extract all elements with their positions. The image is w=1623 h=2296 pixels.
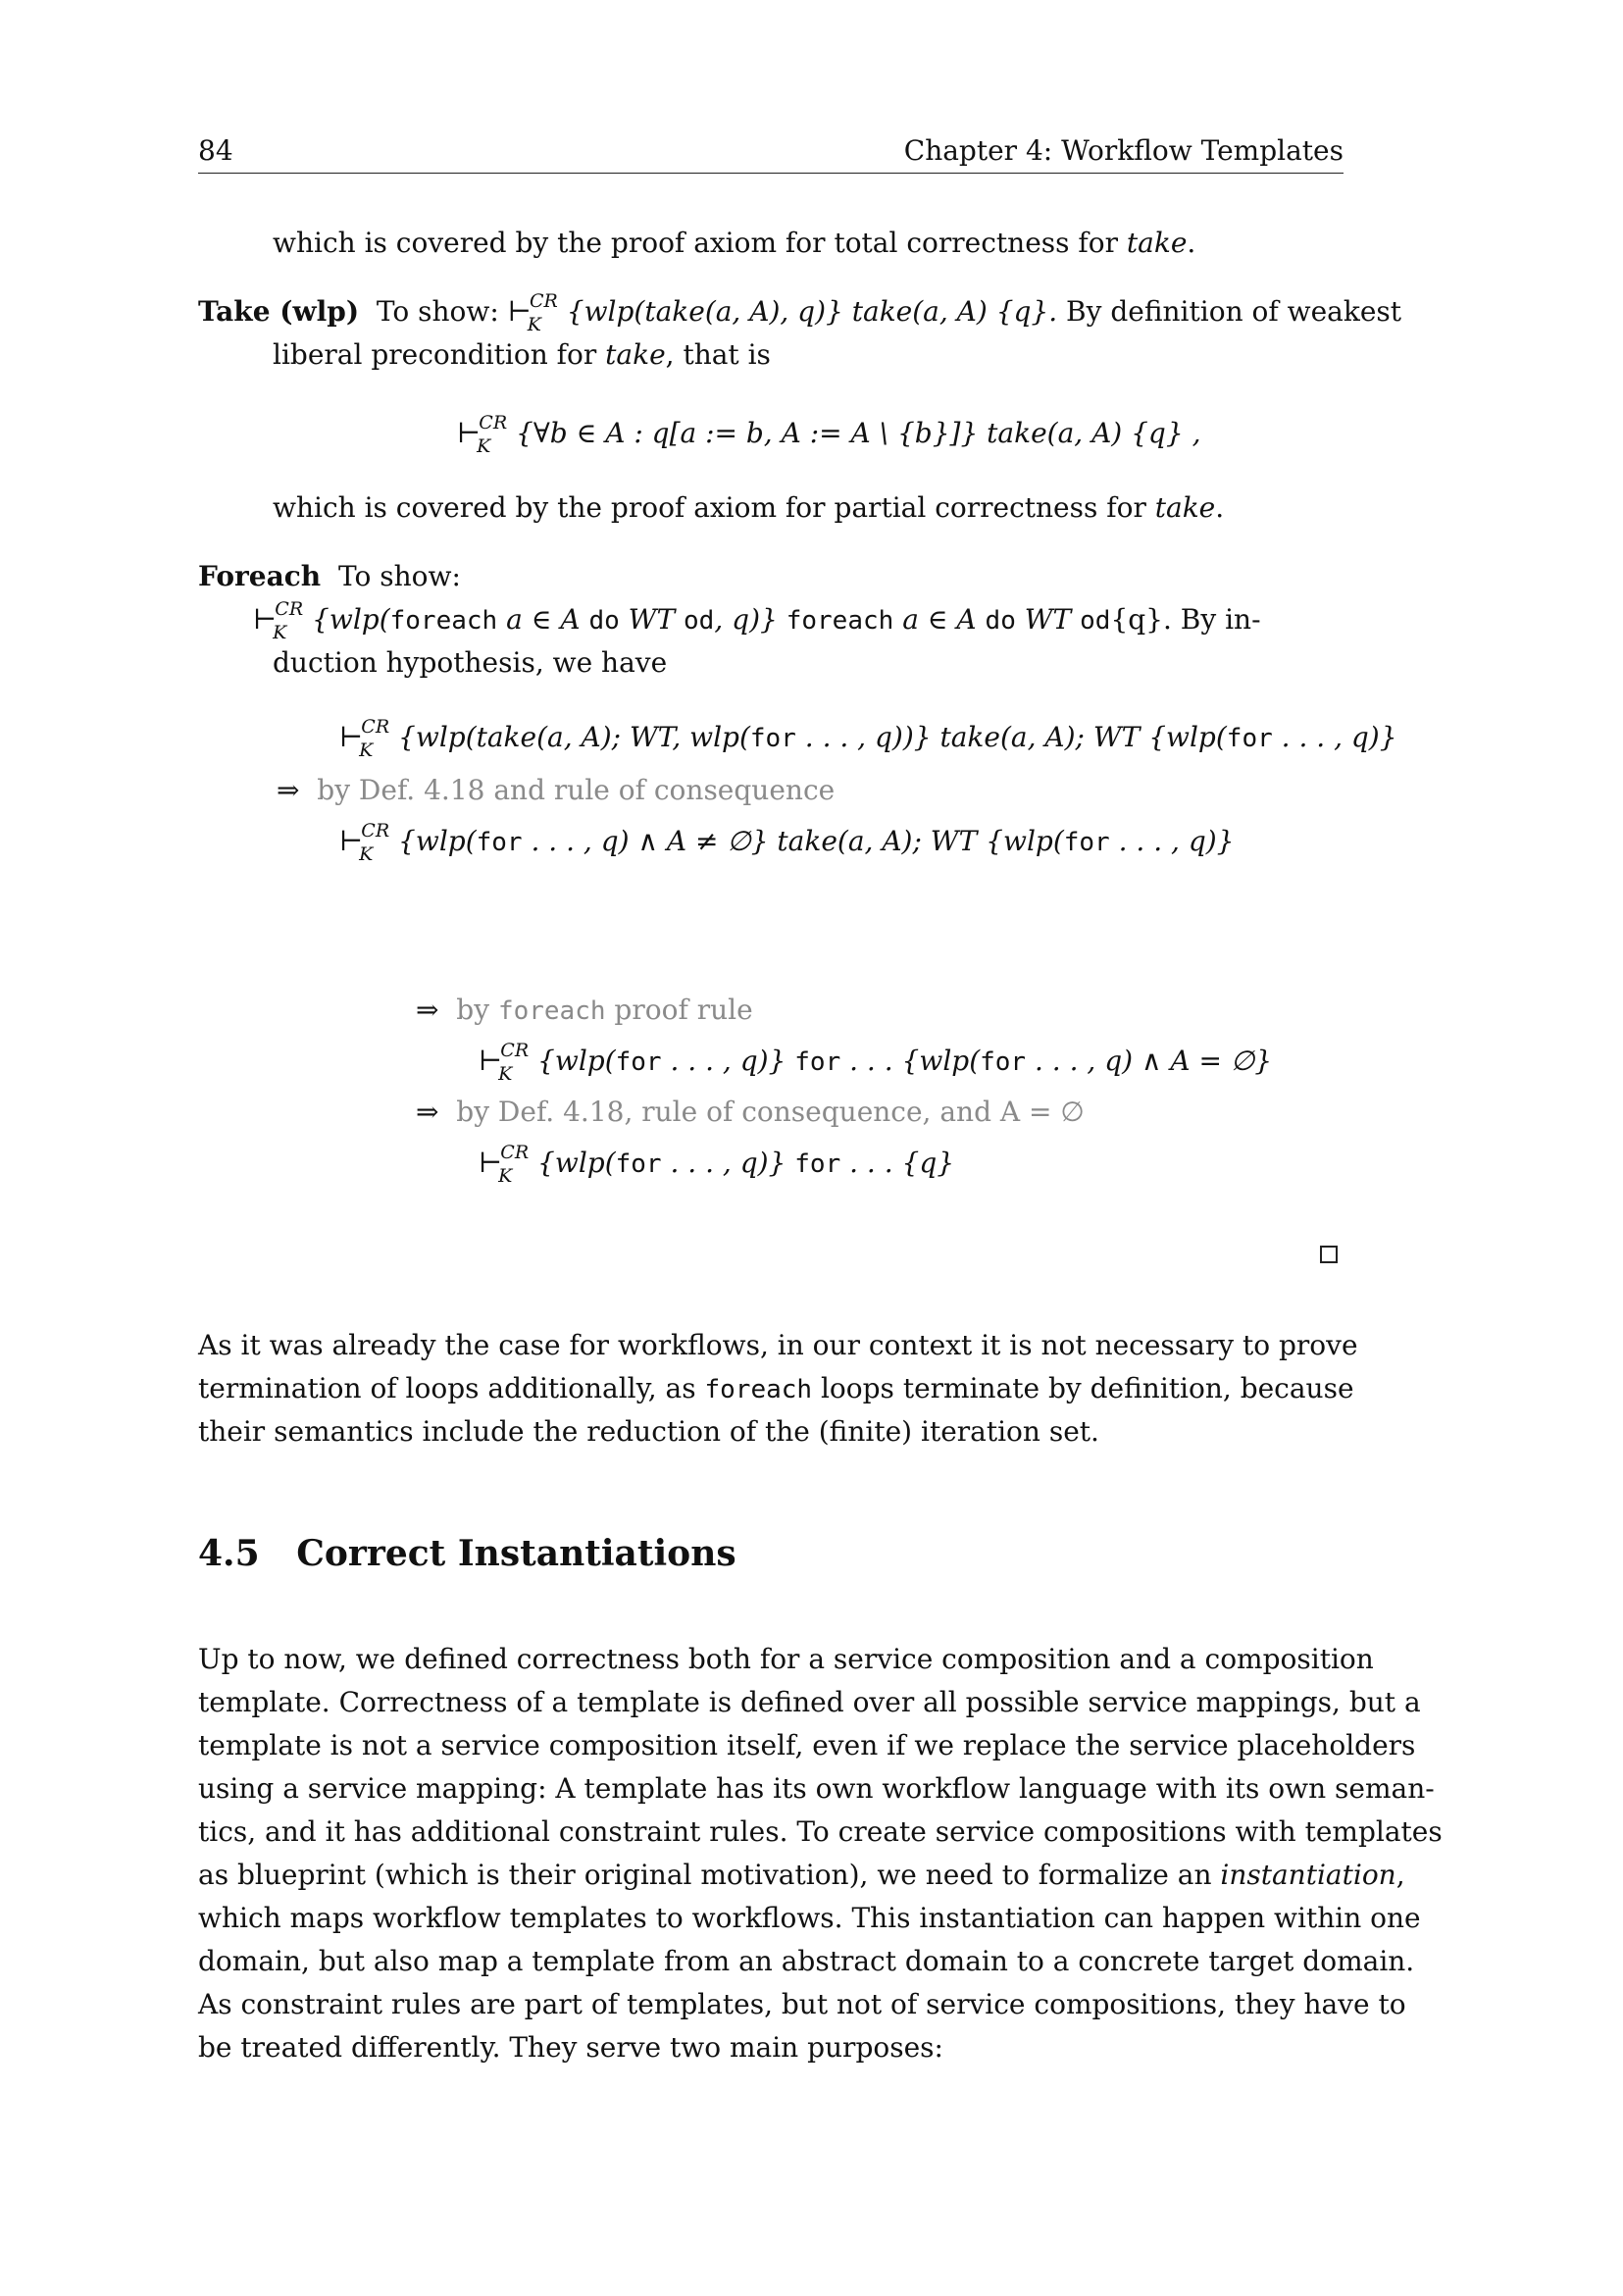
body-line-1: Up to now, we defined correctness both for a service composition and a composition: [198, 1643, 1374, 1675]
body-line-2: template. Correctness of a template is defined over all possible service mappings, but a: [198, 1686, 1421, 1718]
foreach-goal-line: $⊢_K^{CR}$ {wlp(foreach a ∈ A do WT od, q)} foreach a ∈ A do WT od{q}. By in-: [253, 598, 1261, 643]
take-wlp-after: which is covered by the proof axiom for partial correctness for take.: [273, 491, 1225, 524]
implies-arrow: ⇒: [277, 774, 300, 806]
page-number: 84: [198, 134, 233, 167]
termination-line-3: their semantics include the reduction of the (finite) iteration set.: [198, 1415, 1099, 1448]
derivation-2-line-1: $⊢_K^{CR}$ {wlp(for . . . , q)} for . . . {wlp(for . . . , q) ∧ A = ∅}: [479, 1040, 1273, 1085]
section-heading: [198, 1530, 736, 1577]
foreach-heading: Foreach To show:: [198, 560, 461, 592]
derivation-1-step: ⇒ by Def. 4.18 and rule of consequence: [277, 774, 836, 806]
termination-line-1: As it was already the case for workflows, in our context it is not necessary to prove: [198, 1329, 1358, 1361]
take-wlp-formula: $⊢_K^{CR}$ {∀b ∈ A : q[a := b, A := A \ {b}]} take(a, A) {q} ,: [457, 412, 1201, 457]
derivation-2-line-2: $⊢_K^{CR}$ {wlp(for . . . , q)} for . . . {q}: [479, 1142, 955, 1187]
take-wlp-label: Take (wlp): [198, 295, 360, 328]
derivation-1-result: $⊢_K^{CR}$ {wlp(for . . . , q) ∧ A ≠ ∅} take(a, A); WT {wlp(for . . . , q)}: [339, 820, 1235, 865]
derivation-2-step-1: ⇒ by foreach proof rule: [416, 994, 753, 1026]
body-line-9: As constraint rules are part of templates, but not of service compositions, they have to: [198, 1988, 1406, 2020]
foreach-label: Foreach: [198, 560, 322, 592]
header-rule: [198, 173, 1344, 174]
body-line-5: tics, and it has additional constraint rules. To create service compositions with templates: [198, 1815, 1443, 1848]
qed-box-icon: [1320, 1246, 1338, 1263]
derivation-1-premise: $⊢_K^{CR}$ {wlp(take(a, A); WT, wlp(for . . . , q))} take(a, A); WT {wlp(for . . . , q)}: [339, 716, 1397, 761]
take-total-line: which is covered by the proof axiom for total correctness for take.: [273, 227, 1196, 259]
termination-line-2: termination of loops additionally, as foreach loops terminate by definition, because: [198, 1372, 1354, 1404]
body-line-4: using a service mapping: A template has its own workflow language with its own seman-: [198, 1772, 1435, 1805]
section-title: Correct Instantiations: [296, 1533, 736, 1574]
take-wlp-triple: {wlp(take(a, A), q)} take(a, A) {q}.: [566, 295, 1058, 328]
take-wlp-first-line: Take (wlp) To show: $⊢_K^{CR}$ {wlp(take(a, A), q)} take(a, A) {q}. By definition of weakest: [198, 290, 1402, 335]
body-line-10: be treated differently. They serve two main purposes:: [198, 2031, 943, 2064]
take-wlp-second-line: liberal precondition for take, that is: [273, 338, 771, 371]
body-line-6: as blueprint (which is their original motivation), we need to formalize an instantiation,: [198, 1859, 1405, 1891]
body-line-8: domain, but also map a template from an abstract domain to a concrete target domain.: [198, 1945, 1415, 1977]
body-line-3: template is not a service composition itself, even if we replace the service placeholders: [198, 1729, 1416, 1761]
derivation-2-step-2: ⇒ by Def. 4.18, rule of consequence, and A = ∅: [416, 1096, 1085, 1128]
foreach-goal-line-2: duction hypothesis, we have: [273, 646, 668, 679]
running-title: Chapter 4: Workflow Templates: [903, 134, 1344, 167]
body-line-7: which maps workflow templates to workflows. This instantiation can happen within one: [198, 1902, 1421, 1934]
section-number: 4.5: [198, 1533, 260, 1574]
